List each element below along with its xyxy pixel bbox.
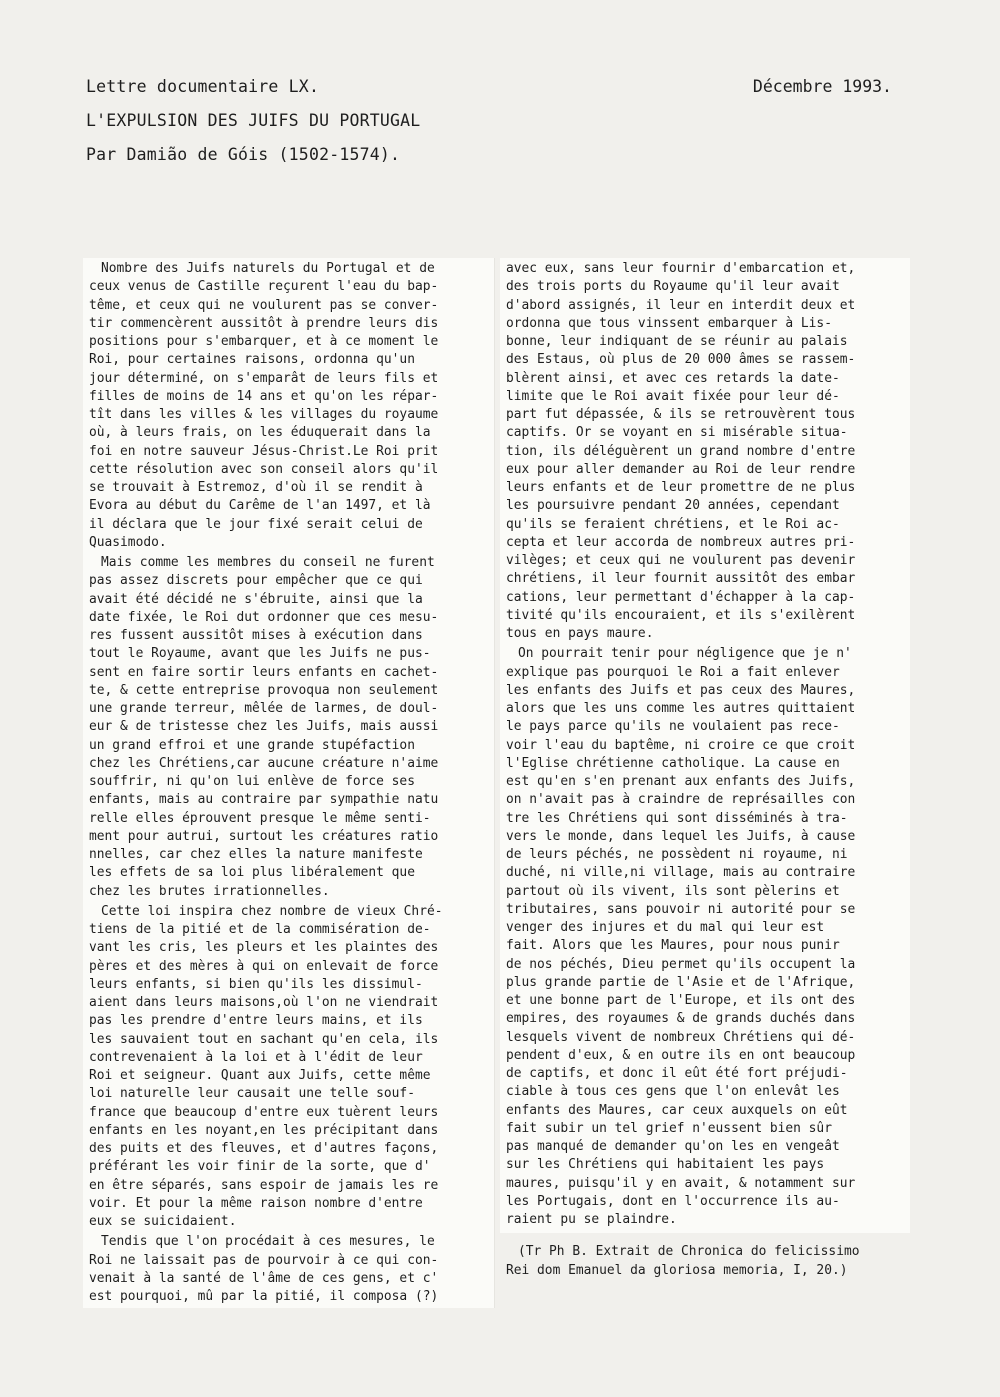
letter-date: Décembre 1993. [752,77,892,96]
letter-number: Lettre documentaire LX. [86,77,320,96]
document-header [86,70,906,172]
paragraph: On pourrait tenir pour négligence que je n' explique pas pourquoi le Roi a fait enlever les enfants des Juifs et pas ceux des Maures, alors que les uns comme les autres quittaient le pays parce qu'ils ne voulaient pas rece- voir l'eau du baptême, ni croire ce que croit l'Eglise chrétienne catholique. La cause en est qu'en s'en prenant aux enfants des Juifs, on n'avait pas à craindre de représailles con tre les Chrétiens qui sont disséminés à tra- vers le monde, dans lequel les Juifs, à cause de leurs péchés, ne possèdent ni royaume, ni duché, ni ville,ni village, mais au contraire partout où ils vivent, ils sont pèlerins et tributaires, sans pouvoir ni autorité pour se venger des injures et du mal qui leur est fait. Alors que les Maures, pour nous punir de nos péchés, Dieu permet qu'ils occupent la plus grande partie de l'Asie et de l'Afrique, et une bonne part de l'Europe, et ils ont des empires, des royaumes & de grands duchés dans lesquels vivent de nombreux Chrétiens qui dé- pendent d'eux, & en outre ils en ont beaucoup de captifs, et donc il eût été fort préjudi- ciable à tous ces gens que l'on enlevât les enfants des Maures, car ceux auxquels on eût fait subir un tel grief n'eussent bien sûr pas manqué de demander qu'on les en vengeât sur les Chrétiens qui habitaient les pays maures, puisqu'il y en avait, & notamment sur les Portugais, dont en l'occurrence ils au- raient pu se plaindre. [506,646,856,1227]
right-text-column [500,258,910,1278]
paragraph: Nombre des Juifs naturels du Portugal et de ceux venus de Castille reçurent l'eau du bap- tême, et ceux qui ne voulurent pas se conver- tir commencèrent aussitôt à prendre leurs dis positions pour s'embarquer, et à ce moment le Roi, pour certaines raisons, ordonna qu'un jour déterminé, on s'emparât de leurs fils et filles de moins de 14 ans et qu'on les répar- tît dans les villes & les villages du royaume où, à leurs frais, on les éduquerait dans la foi en notre sauveur Jésus-Christ.Le Roi prit cette résolution avec son conseil alors qu'il se trouvait à Estremoz, d'où il se rendit à Evora au début du Carême de l'an 1497, et là il déclara que le jour fixé serait celui de Quasimodo. [89,261,439,550]
left-text-column [83,258,495,1308]
paragraph: Tendis que l'on procédait à ces mesures, le Roi ne laissait pas de pourvoir à ce qui con- venait à la santé de l'âme de ces gens, et c' est pourquoi, mû par la pitié, il composa (?) [89,1234,439,1304]
paragraph: avec eux, sans leur fournir d'embarcation et, des trois ports du Royaume qu'il leur avait d'abord assignés, il leur en interdit deux et ordonna que tous vinssent embarquer à Lis- bonne, leur indiquant de se réunir au palais des Estaus, où plus de 20 000 âmes se rassem- blèrent ainsi, et avec ces retards la date- limite que le Roi avait fixée pour leur dé- part fut dépassée, & ils se retrouvèrent tous captifs. Or se voyant en si misérable situa- tion, ils déléguèrent un grand nombre d'entre eux pour aller demander au Roi de leur rendre leurs enfants et de leur promettre de ne plus les poursuivre pendant 20 années, cependant qu'ils se feraient chrétiens, et le Roi ac- cepta et leur accorda de nombreux autres pri- vilèges; et ceux qui ne voulurent pas devenir chrétiens, il leur fournit aussitôt des embar cations, leur permettant d'échapper à la cap- tivité qu'ils encouraient, et ils s'exilèrent tous en pays maure. [506,261,856,641]
document-author: Par Damião de Góis (1502-1574). [86,145,401,164]
source-citation: (Tr Ph B. Extrait de Chronica do felicissimo Rei dom Emanuel da gloriosa memoria, I, 20.) [506,1244,860,1278]
paragraph: Mais comme les membres du conseil ne furent pas assez discrets pour empêcher que ce qui avait été décidé ne s'ébruite, ainsi que la date fixée, le Roi dut ordonner que ces mesu- res fussent aussitôt mises à exécution dans tout le Royaume, avant que les Juifs ne pus- sent en faire sortir leurs enfants en cachet- te, & cette entreprise provoqua non seulement une grande terreur, mêlée de larmes, de doul- eur & de tristesse chez les Juifs, mais aussi un grand effroi et une grande stupéfaction chez les Chrétiens,car aucune créature n'aime souffrir, ni qu'on lui enlève de force ses enfants, mais au contraire par sympathie natu relle elles éprouvent presque le même senti- ment pour autrui, surtout les créatures ratio nnelles, car chez elles la nature manifeste les effets de sa loi plus libéralement que chez les brutes irrationnelles. [89,555,439,899]
paragraph: Cette loi inspira chez nombre de vieux Chré- tiens de la pitié et de la commisération de- vant les cris, les pleurs et les plaintes des pères et des mères à qui on enlevait de force leurs enfants, si bien qu'ils les dissimul- aient dans leurs maisons,où l'on ne viendrait pas les prendre d'entre leurs mains, et ils les sauvaient tout en sachant qu'en cela, ils contrevenaient à la loi et à l'édit de leur Roi et seigneur. Quant aux Juifs, cette même loi naturelle leur causait une telle souf- france que beaucoup d'entre eux tuèrent leurs enfants en les noyant,en les précipitant dans des puits et des fleuves, et d'autres façons, préférant les voir finir de la sorte, que d' en être séparés, sans espoir de jamais les re voir. Et pour la même raison nombre d'entre eux se suicidaient. [89,903,443,1229]
document-title: L'EXPULSION DES JUIFS DU PORTUGAL [86,111,421,130]
